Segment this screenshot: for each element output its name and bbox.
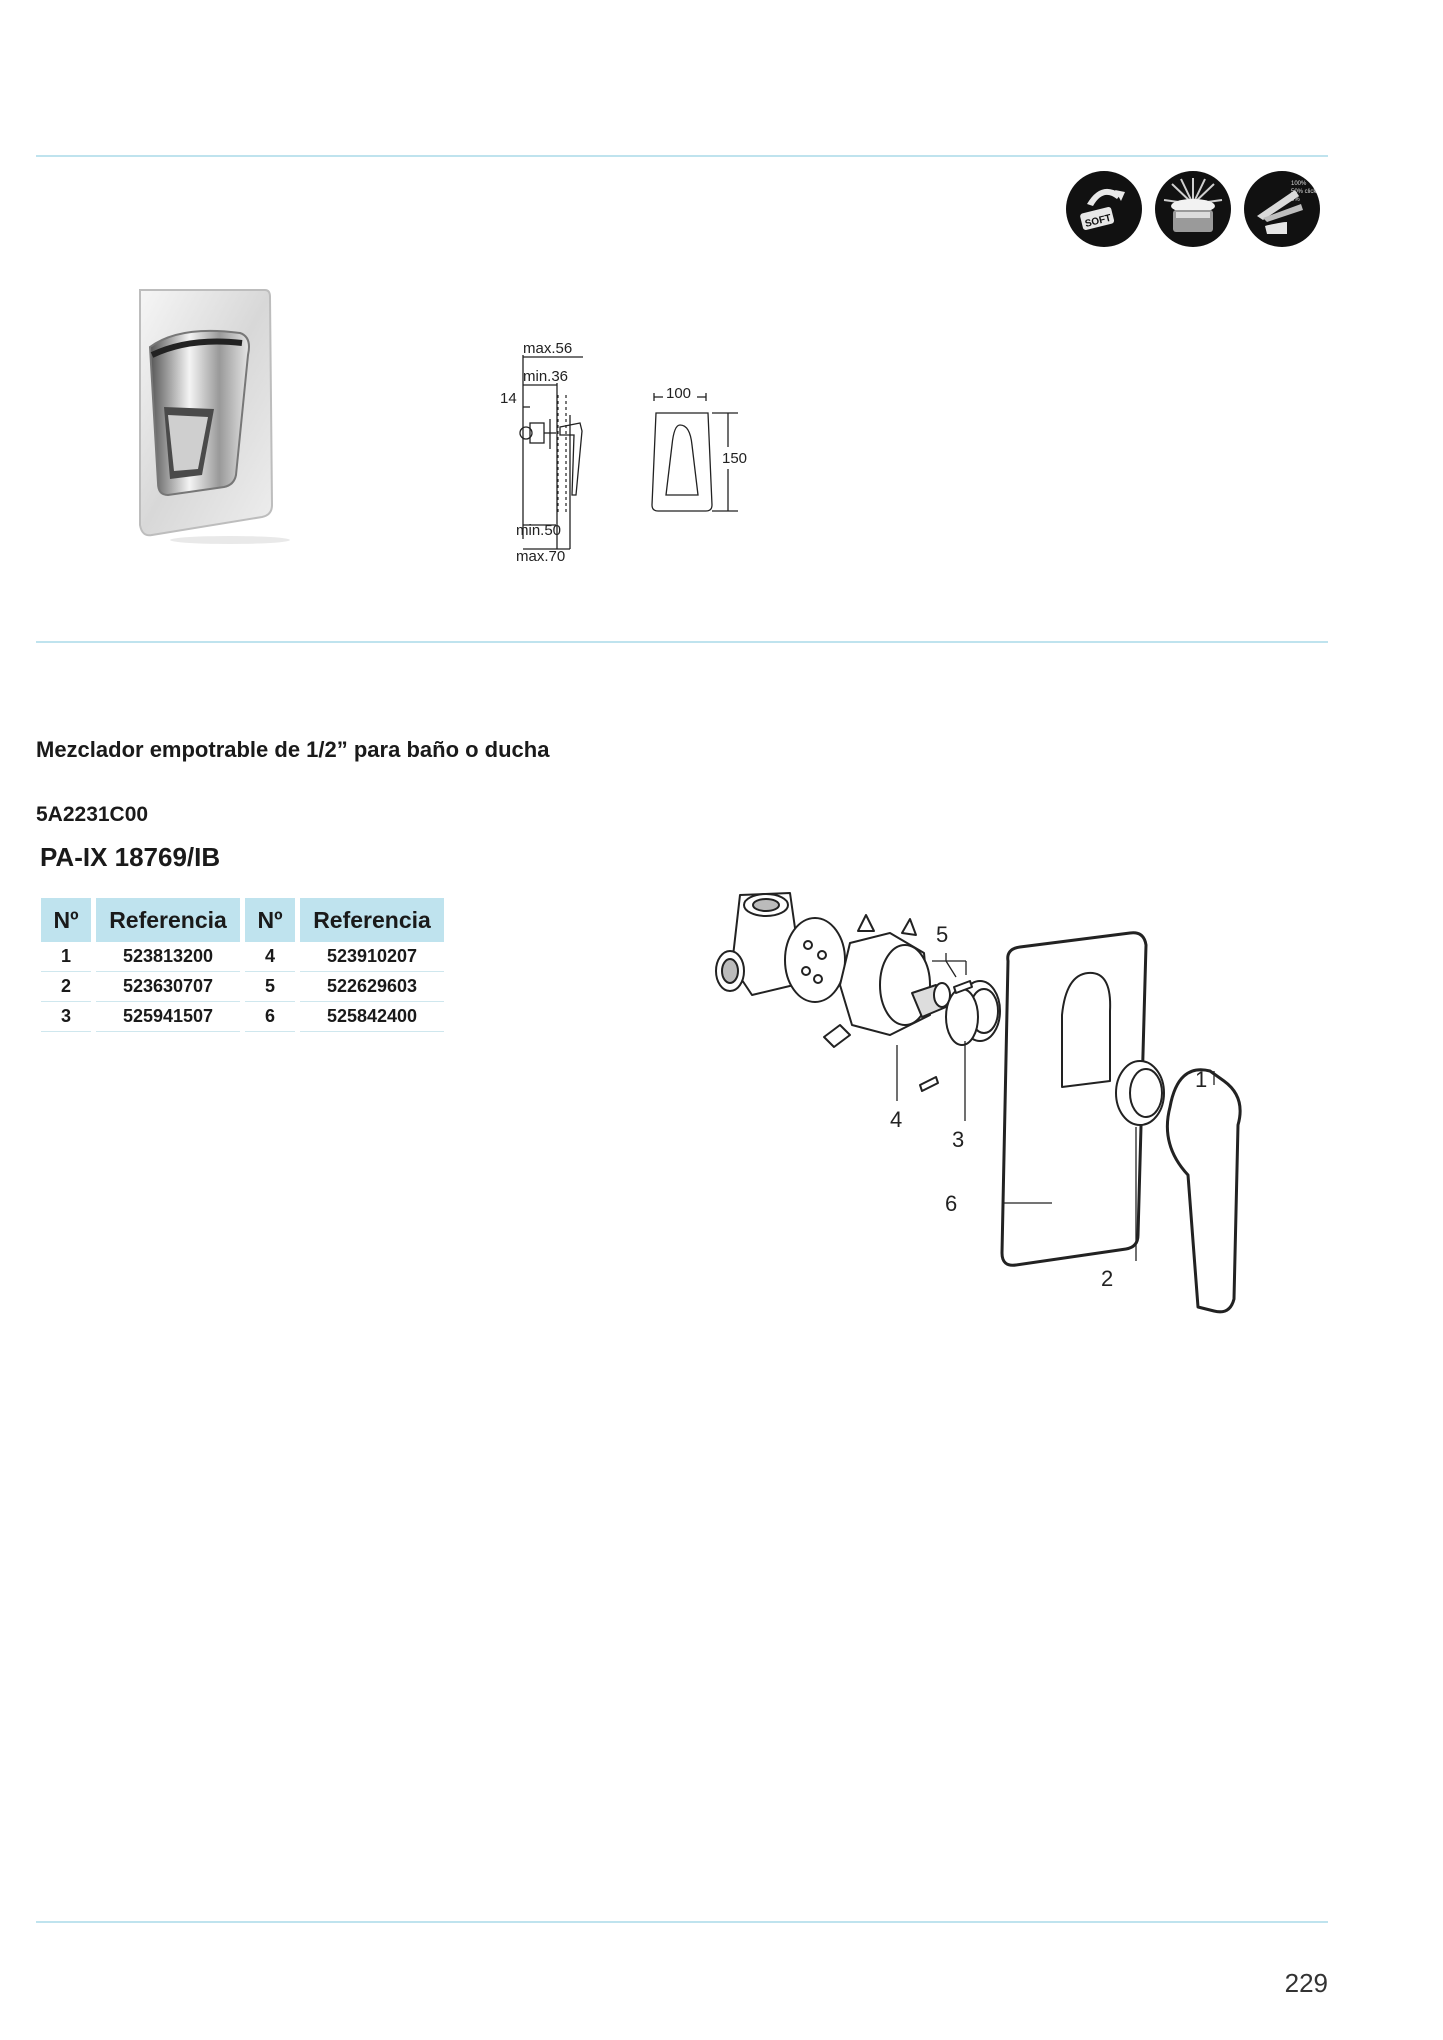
parts-table [36,898,449,1032]
top-divider [36,155,1328,157]
dim-min36: min.36 [523,368,569,385]
product-photo [130,285,320,545]
dim-max56: max.56 [523,340,573,357]
dim-min50: min.50 [516,522,562,539]
part-number: 6 [245,1002,295,1032]
exploded-view [690,875,1260,1335]
callout-6: 6 [945,1191,958,1216]
product-title: Mezclador empotrable de 1/2” para baño o ducha [36,737,550,762]
part-reference: 523910207 [300,942,444,972]
parts-table-header [41,898,444,942]
part-reference: 525941507 [96,1002,240,1032]
dim-100: 100 [666,385,692,402]
table-row [41,942,444,972]
product-reference: PA-IX 18769/IB [40,842,221,872]
soft-close-icon [1065,170,1143,248]
product-code: 5A2231C00 [36,803,149,826]
header-ref-1: Referencia [96,898,240,942]
part-number: 3 [41,1002,91,1032]
dim-max70: max.70 [516,548,566,565]
dim-150: 150 [722,450,748,467]
page-number: 229 [1284,1968,1328,1998]
eco-label-100: 100% [1291,181,1307,187]
dimension-drawing [490,335,780,575]
callout-2: 2 [1101,1266,1114,1291]
eco-flow-icon [1243,170,1321,248]
header-ref-2: Referencia [300,898,444,942]
dim-14: 14 [500,390,517,407]
soft-label: SOFT [1083,212,1113,230]
part-reference: 522629603 [300,972,444,1002]
callout-5: 5 [936,922,949,947]
part-number: 2 [41,972,91,1002]
part-number: 5 [245,972,295,1002]
callout-3: 3 [952,1127,965,1152]
part-number: 4 [245,942,295,972]
callout-1: 1 [1195,1067,1208,1092]
header-no-2: Nº [245,898,295,942]
part-reference: 523813200 [96,942,240,972]
middle-divider [36,641,1328,643]
feature-icons [1065,170,1321,248]
bottom-divider [36,1921,1328,1923]
table-row [41,972,444,1002]
callout-4: 4 [890,1107,903,1132]
eco-label-50: 50% click [1291,189,1317,195]
table-row [41,1002,444,1032]
shine-icon [1154,170,1232,248]
header-no-1: Nº [41,898,91,942]
part-number: 1 [41,942,91,972]
part-reference: 523630707 [96,972,240,1002]
part-reference: 525842400 [300,1002,444,1032]
eco-label-0: 0% [1291,197,1300,203]
